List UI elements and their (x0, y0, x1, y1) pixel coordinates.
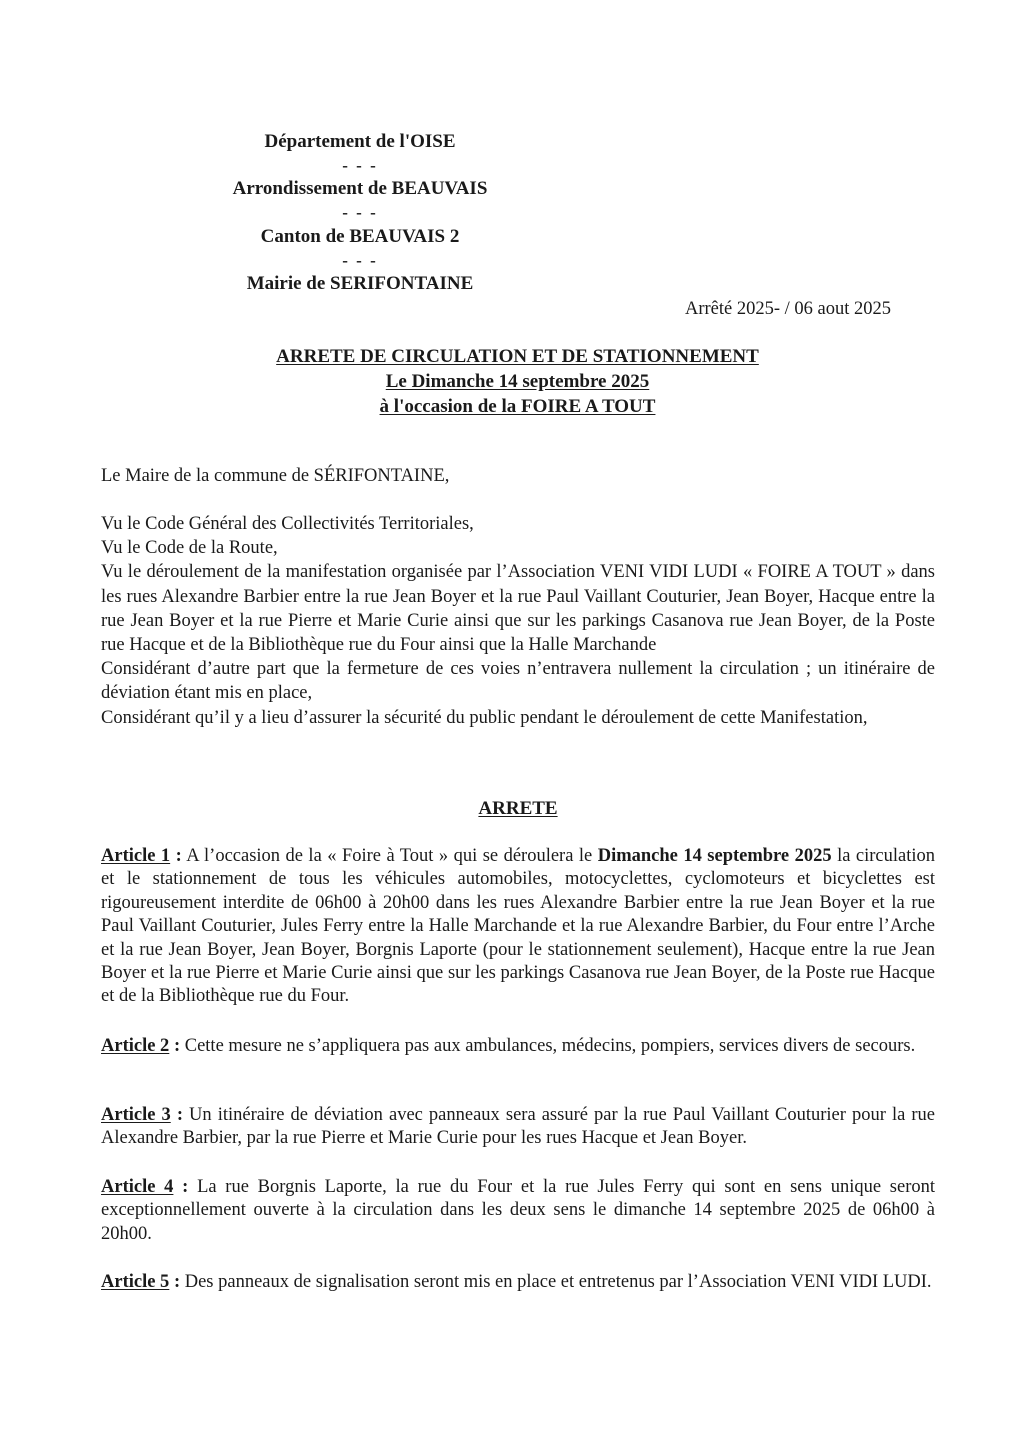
recital-item: Considérant qu’il y a lieu d’assurer la sécurité du public pendant le déroulement de cette Manifestation, (101, 707, 868, 728)
article-label: Article 1 (101, 846, 171, 866)
administrative-header (150, 130, 570, 296)
article-text: la circulation et le stationnement de tous les véhicules automobiles, motocyclettes, cyclomoteurs et bicyclettes est rigoureusement interdite de 06h00 à 20h00 dans les rues Alexandre Barbier entre la rue Jean Boyer et la rue Paul Vaillant Couturier, Jules Ferry entre la Halle Marchande et la rue Alexandre Barbier, du Four entre l’Arche et la rue Jean Boyer, Jean Boyer, Borgnis Laporte (pour le stationnement seulement), Hacque entre la rue Jean Boyer et la rue Pierre et Marie Curie ainsi que sur les parkings Casanova rue Jean Boyer, de la Poste rue Hacque et de la Bibliothèque rue du Four. (101, 846, 935, 1007)
article-date-emphasis: Dimanche 14 septembre 2025 (597, 846, 832, 866)
article-label: Article 5 (101, 1272, 170, 1292)
article-colon: : (169, 1272, 181, 1292)
article-colon: : (169, 1036, 181, 1056)
article-label: Article 4 (101, 1177, 174, 1197)
header-separator: - - - (342, 203, 378, 223)
intro-text: Le Maire de la commune de SÉRIFONTAINE, (101, 466, 450, 486)
article-5 (101, 1271, 935, 1294)
recital-item: Vu le Code de la Route, (101, 538, 278, 559)
article-text: Cette mesure ne s’appliquera pas aux ambulances, médecins, pompiers, services divers de secours. (180, 1036, 916, 1056)
article-text: La rue Borgnis Laporte, la rue du Four et la rue Jules Ferry qui sont en sens unique seront exceptionnellement ouverte à la circulation dans les deux sens le dimanche 14 septembre 2025 de 06h00 à 20h00. (101, 1177, 935, 1244)
department-line: Département de l'OISE (264, 131, 456, 152)
title-line-3: à l'occasion de la FOIRE A TOUT (379, 396, 656, 417)
article-text: Des panneaux de signalisation seront mis en place et entretenus par l’Association VENI VIDI LUDI. (180, 1272, 932, 1292)
recital-item: Vu le déroulement de la manifestation organisée par l’Association VENI VIDI LUDI « FOIRE A TOUT » dans les rues Alexandre Barbier entre la rue Jean Boyer et la rue Paul Vaillant Couturier, Jean Boyer, Hacque entre la rue Jean Boyer et la rue Pierre et Marie Curie ainsi que sur les parkings Casanova rue Jean Boyer, de la Poste rue Hacque et de la Bibliothèque rue du Four ainsi que la Halle Marchande (101, 562, 935, 656)
article-label: Article 3 (101, 1105, 171, 1125)
article-colon: : (170, 1105, 183, 1125)
header-separator: - - - (342, 250, 378, 270)
article-3 (101, 1104, 935, 1151)
title-line-1: ARRETE DE CIRCULATION ET DE STATIONNEMENT (276, 346, 759, 367)
article-text: A l’occasion de la « Foire à Tout » qui se déroulera le (181, 846, 598, 866)
article-1 (101, 845, 935, 1009)
decree-title (100, 344, 935, 419)
article-2 (101, 1035, 935, 1058)
article-4 (101, 1176, 935, 1246)
mairie-line: Mairie de SERIFONTAINE (246, 273, 474, 295)
arrete-heading-text: ARRETE (478, 798, 558, 819)
article-text: Un itinéraire de déviation avec panneaux sera assuré par la rue Paul Vaillant Couturier pour la rue Alexandre Barbier, par la rue Pierre et Marie Curie pour les rues Hacque et Jean Boyer. (101, 1105, 935, 1149)
title-line-2: Le Dimanche 14 septembre 2025 (385, 371, 650, 392)
canton-line: Canton de BEAUVAIS 2 (260, 225, 460, 247)
decree-reference: Arrêté 2025- / 06 aout 2025 (684, 299, 891, 319)
article-label: Article 2 (101, 1036, 170, 1056)
recitals (101, 512, 935, 730)
arrete-heading (101, 797, 935, 821)
intro-paragraph (101, 464, 935, 488)
header-separator: - - - (342, 155, 378, 175)
article-colon: : (173, 1177, 189, 1197)
arrondissement-line: Arrondissement de BEAUVAIS (232, 178, 488, 200)
article-colon: : (170, 846, 182, 866)
recital-item: Considérant d’autre part que la fermeture de ces voies n’entravera nullement la circulation ; un itinéraire de déviation étant mis en place, (101, 659, 935, 704)
recital-item: Vu le Code Général des Collectivités Territoriales, (101, 514, 474, 534)
